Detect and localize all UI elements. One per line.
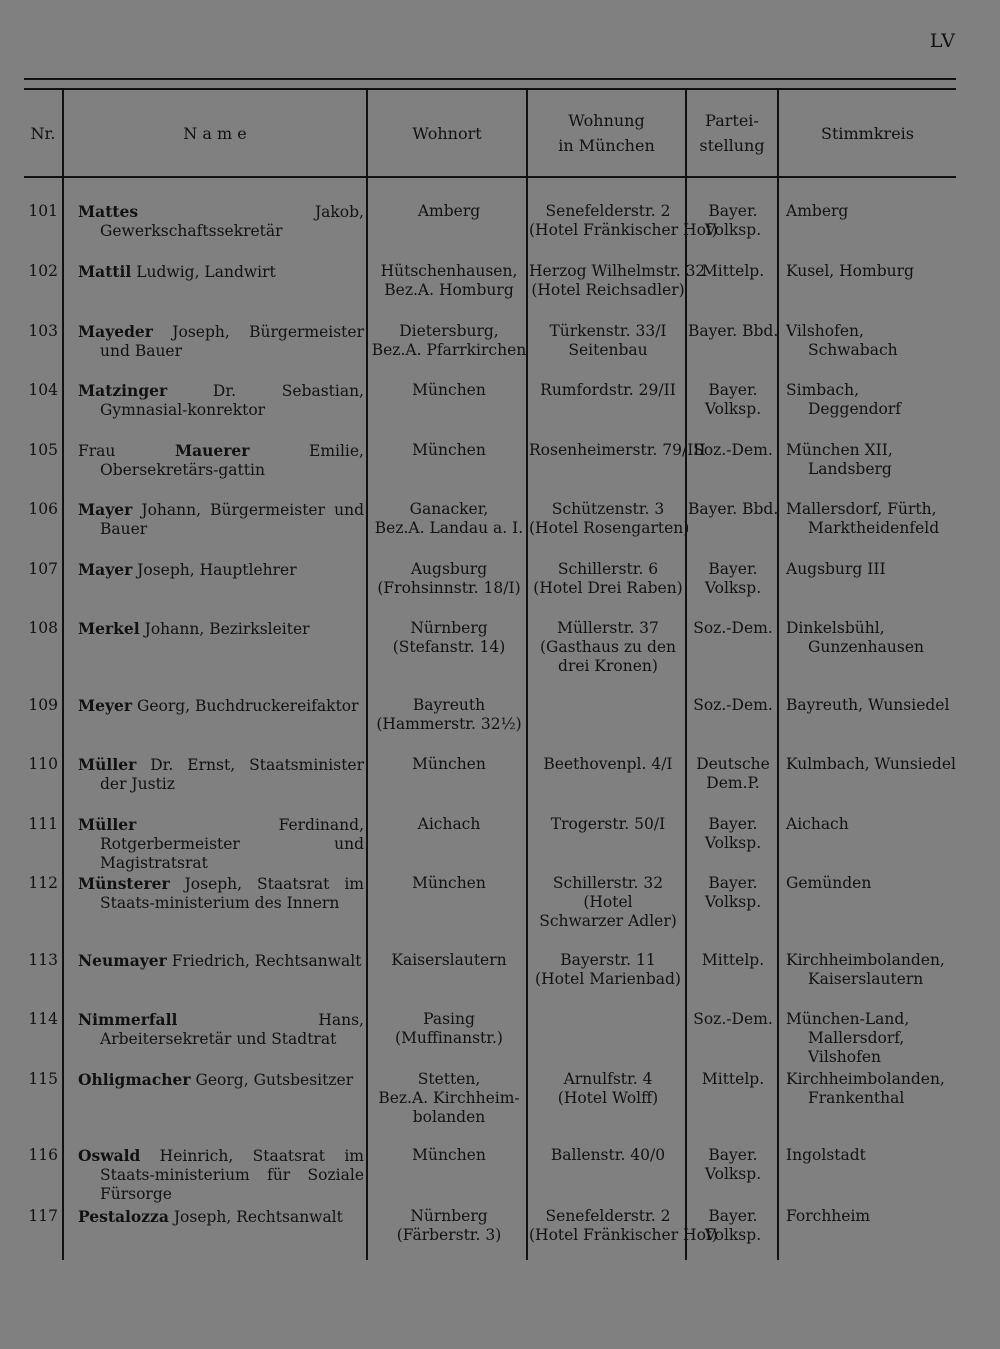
entry-partei xyxy=(688,1207,778,1245)
wohnung-line: (Hotel xyxy=(583,893,633,911)
entry-name xyxy=(78,262,364,282)
wohnung-line: (Hotel Rosengarten) xyxy=(529,519,690,537)
wohnort-line: Pasing xyxy=(423,1010,475,1028)
wohnort-line: Bayreuth xyxy=(412,696,486,714)
wohnort-line: München xyxy=(412,874,486,892)
entry-number: 104 xyxy=(28,381,58,399)
wohnung-line: drei Kronen) xyxy=(558,657,658,675)
wohnort-line: Hütschenhausen, xyxy=(380,262,518,280)
partei-line: Soz.-Dem. xyxy=(693,696,773,714)
entry-wohnort xyxy=(370,1070,528,1127)
entry-name xyxy=(78,951,364,971)
wohnung-line: (Hotel Marienbad) xyxy=(535,970,681,988)
partei-line: Volksp. xyxy=(704,221,762,239)
given-name-occupation: Joseph, Bürgermeister und Bauer xyxy=(100,323,364,360)
wohnort-line: Kaiserslautern xyxy=(391,951,507,969)
entry-partei xyxy=(688,202,778,240)
partei-line: Mittelp. xyxy=(701,262,765,280)
partei-line: Deutsche xyxy=(696,755,770,773)
surname: Mayeder xyxy=(78,322,153,341)
partei-line: Volksp. xyxy=(704,893,762,911)
surname: Pestalozza xyxy=(78,1207,169,1226)
entry-number: 112 xyxy=(28,874,58,892)
entry-wohnung-muenchen xyxy=(529,381,687,400)
entry-partei xyxy=(688,619,778,638)
wohnort-line: Bez.A. Landau a. I. xyxy=(374,519,524,537)
surname: Oswald xyxy=(78,1146,141,1165)
wohnung-line: Beethovenpl. 4/I xyxy=(543,755,673,773)
entry-wohnung-muenchen xyxy=(529,262,706,300)
column-divider xyxy=(62,88,64,1260)
entry-number: 108 xyxy=(28,619,58,637)
entry-stimmkreis: Dinkelsbühl, Gunzenhausen xyxy=(786,619,924,656)
entry-name xyxy=(78,874,364,913)
wohnung-line: Schillerstr. 32 xyxy=(552,874,664,892)
given-name-occupation: Johann, Bürgermeister und Bauer xyxy=(100,501,364,538)
header-nr: Nr. xyxy=(30,123,56,143)
entry-wohnort xyxy=(370,619,528,657)
entry-partei xyxy=(688,322,778,341)
wohnort-line: (Färberstr. 3) xyxy=(396,1226,502,1244)
entry-wohnung-muenchen xyxy=(529,1146,687,1165)
entry-name xyxy=(78,560,364,580)
name-prefix: Frau xyxy=(78,442,175,460)
entry-partei xyxy=(688,951,778,970)
entry-name xyxy=(78,202,364,241)
wohnung-line: Schillerstr. 6 xyxy=(557,560,659,578)
wohnung-line: (Hotel Reichsadler) xyxy=(531,281,685,299)
header-wohnung: Wohnung in München xyxy=(558,111,655,155)
wohnort-line: (Frohsinnstr. 18/I) xyxy=(377,579,521,597)
entry-number: 113 xyxy=(28,951,58,969)
header-name: N a m e xyxy=(183,123,247,143)
surname: Mattil xyxy=(78,262,132,281)
entry-partei xyxy=(688,381,778,419)
entry-number: 116 xyxy=(28,1146,58,1164)
entry-name xyxy=(78,500,364,539)
given-name-occupation: Joseph, Hauptlehrer xyxy=(132,561,297,579)
given-name-occupation: Jakob, Gewerkschaftssekretär xyxy=(100,203,364,240)
surname: Merkel xyxy=(78,619,140,638)
wohnung-line: Müllerstr. 37 xyxy=(557,619,659,637)
given-name-occupation: Emilie, Obersekretärs-gattin xyxy=(100,442,364,479)
wohnort-line: Dietersburg, xyxy=(399,322,499,340)
surname: Nimmerfall xyxy=(78,1010,178,1029)
entry-stimmkreis: Aichach xyxy=(786,815,849,833)
given-name-occupation: Ludwig, Landwirt xyxy=(131,263,276,281)
entry-stimmkreis: Simbach, Deggendorf xyxy=(786,381,901,418)
header-stimmkreis: Stimmkreis xyxy=(821,123,914,143)
partei-line: Soz.-Dem. xyxy=(693,441,773,459)
wohnung-line: Bayerstr. 11 xyxy=(560,951,656,969)
entry-wohnort xyxy=(370,1146,528,1165)
partei-line: Mittelp. xyxy=(701,1070,765,1088)
entry-wohnung-muenchen xyxy=(529,951,687,989)
wohnort-line: München xyxy=(412,381,486,399)
entry-name xyxy=(78,1070,364,1090)
entry-stimmkreis: Forchheim xyxy=(786,1207,871,1225)
wohnort-line: bolanden xyxy=(412,1108,486,1126)
entry-number: 102 xyxy=(28,262,58,280)
wohnort-line: Amberg xyxy=(417,202,481,220)
entry-stimmkreis: Kulmbach, Wunsiedel xyxy=(786,755,956,773)
entry-wohnort xyxy=(370,500,528,538)
wohnort-line: Nürnberg xyxy=(410,1207,488,1225)
surname: Müller xyxy=(78,815,137,834)
entry-wohnung-muenchen xyxy=(529,202,718,240)
entry-wohnort xyxy=(370,322,528,360)
entry-partei xyxy=(688,874,778,912)
entry-wohnort xyxy=(370,755,528,774)
wohnort-line: Bez.A. Pfarrkirchen xyxy=(371,341,527,359)
entry-name xyxy=(78,619,364,639)
entry-name xyxy=(78,815,364,873)
wohnort-line: Bez.A. Kirchheim- xyxy=(378,1089,520,1107)
given-name-occupation: Heinrich, Staatsrat im Staats-ministerium für Soziale Fürsorge xyxy=(100,1147,364,1203)
wohnung-line: (Hotel Wolff) xyxy=(557,1089,659,1107)
wohnung-line: Ballenstr. 40/0 xyxy=(550,1146,666,1164)
wohnort-line: (Hammerstr. 32½) xyxy=(376,715,522,733)
page-number: LV xyxy=(929,30,956,52)
entry-wohnung-muenchen xyxy=(529,322,687,360)
entry-wohnort xyxy=(370,1010,528,1048)
entry-wohnort xyxy=(370,262,528,300)
wohnung-line: Türkenstr. 33/I xyxy=(549,322,667,340)
entry-stimmkreis: Amberg xyxy=(786,202,849,220)
partei-line: Soz.-Dem. xyxy=(693,619,773,637)
entry-number: 106 xyxy=(28,500,58,518)
wohnort-line: Augsburg xyxy=(410,560,488,578)
given-name-occupation: Hans, Arbeitersekretär und Stadtrat xyxy=(100,1011,364,1048)
wohnung-line: Rosenheimerstr. 79/III xyxy=(529,441,706,459)
entry-wohnung-muenchen xyxy=(529,500,690,538)
entry-wohnort xyxy=(370,441,528,460)
given-name-occupation: Georg, Buchdruckereifaktor xyxy=(132,697,359,715)
column-divider xyxy=(366,88,368,1260)
wohnung-line: Schützenstr. 3 xyxy=(551,500,665,518)
partei-line: Volksp. xyxy=(704,834,762,852)
entry-partei xyxy=(688,1010,778,1029)
wohnung-line: Trogerstr. 50/I xyxy=(550,815,666,833)
entry-name xyxy=(78,322,364,361)
header-top-rule xyxy=(24,88,956,90)
wohnung-line: (Gasthaus zu den xyxy=(539,638,677,656)
surname: Matzinger xyxy=(78,381,168,400)
wohnung-line: Rumfordstr. 29/II xyxy=(540,381,676,399)
surname: Mayer xyxy=(78,560,133,579)
entry-partei xyxy=(688,1070,778,1089)
given-name-occupation: Ferdinand, Rotgerbermeister und Magistratsrat xyxy=(100,816,364,872)
wohnort-line: (Stefanstr. 14) xyxy=(392,638,506,656)
wohnung-line: Arnulfstr. 4 xyxy=(563,1070,653,1088)
partei-line: Bayer. xyxy=(708,202,758,220)
partei-line: Volksp. xyxy=(704,579,762,597)
entry-wohnung-muenchen xyxy=(529,1070,687,1108)
entry-name xyxy=(78,696,364,716)
given-name-occupation: Joseph, Rechtsanwalt xyxy=(168,1208,343,1226)
wohnung-line: Senefelderstr. 2 xyxy=(545,1207,671,1225)
entry-stimmkreis: Gemünden xyxy=(786,874,872,892)
wohnung-line: Herzog Wilhelmstr. 32 xyxy=(529,262,706,280)
surname: Ohligmacher xyxy=(78,1070,191,1089)
wohnung-line: Schwarzer Adler) xyxy=(539,912,677,930)
entry-partei xyxy=(688,560,778,598)
entry-number: 117 xyxy=(28,1207,58,1225)
wohnung-line: (Hotel Fränkischer Hof) xyxy=(529,1226,718,1244)
entry-stimmkreis: München-Land, Mallersdorf, Vilshofen xyxy=(786,1010,910,1066)
top-rule xyxy=(24,78,956,80)
entry-stimmkreis: Vilshofen, Schwabach xyxy=(786,322,898,359)
entry-stimmkreis: Bayreuth, Wunsiedel xyxy=(786,696,950,714)
surname: Mattes xyxy=(78,202,139,221)
entry-wohnung-muenchen xyxy=(529,441,706,460)
partei-line: Bayer. Bbd. xyxy=(688,500,779,518)
wohnort-line: München xyxy=(412,1146,486,1164)
wohnort-line: Nürnberg xyxy=(410,619,488,637)
entry-number: 103 xyxy=(28,322,58,340)
partei-line: Bayer. xyxy=(708,381,758,399)
entry-wohnung-muenchen xyxy=(529,619,687,676)
entry-partei xyxy=(688,1146,778,1184)
entry-name xyxy=(78,755,364,794)
partei-line: Volksp. xyxy=(704,400,762,418)
entry-wohnung-muenchen xyxy=(529,874,687,931)
surname: Neumayer xyxy=(78,951,167,970)
wohnort-line: (Muffinanstr.) xyxy=(395,1029,503,1047)
entry-wohnort xyxy=(370,951,528,970)
wohnort-line: Stetten, xyxy=(417,1070,481,1088)
wohnort-line: München xyxy=(412,755,486,773)
entry-partei xyxy=(688,815,778,853)
entry-number: 115 xyxy=(28,1070,58,1088)
header-bottom-rule xyxy=(24,176,956,178)
wohnung-line: (Hotel Fränkischer Hof) xyxy=(529,221,718,239)
given-name-occupation: Dr. Ernst, Staatsminister der Justiz xyxy=(100,756,364,793)
given-name-occupation: Friedrich, Rechtsanwalt xyxy=(166,952,362,970)
surname: Mauerer xyxy=(174,441,250,460)
partei-line: Dem.P. xyxy=(706,774,760,792)
header-wohnort: Wohnort xyxy=(412,123,482,143)
wohnung-line: Seitenbau xyxy=(568,341,648,359)
entry-stimmkreis: Kusel, Homburg xyxy=(786,262,914,280)
entry-wohnort xyxy=(370,560,528,598)
given-name-occupation: Dr. Sebastian, Gymnasial-konrektor xyxy=(100,382,364,419)
wohnung-line: (Hotel Drei Raben) xyxy=(533,579,683,597)
wohnung-line: Senefelderstr. 2 xyxy=(545,202,671,220)
surname: Müller xyxy=(78,755,137,774)
entry-wohnort xyxy=(370,874,528,893)
partei-line: Bayer. xyxy=(708,874,758,892)
entry-partei xyxy=(688,755,778,793)
entry-stimmkreis: München XII, Landsberg xyxy=(786,441,893,478)
partei-line: Bayer. xyxy=(708,560,758,578)
entry-number: 111 xyxy=(28,815,58,833)
partei-line: Mittelp. xyxy=(701,951,765,969)
given-name-occupation: Georg, Gutsbesitzer xyxy=(190,1071,354,1089)
partei-line: Bayer. xyxy=(708,815,758,833)
entry-stimmkreis: Ingolstadt xyxy=(786,1146,866,1164)
entry-wohnort xyxy=(370,1207,528,1245)
entry-number: 114 xyxy=(28,1010,58,1028)
entry-stimmkreis: Augsburg III xyxy=(786,560,886,578)
given-name-occupation: Joseph, Staatsrat im Staats-ministerium des Innern xyxy=(100,875,364,912)
entry-name xyxy=(78,381,364,420)
entry-wohnort xyxy=(370,381,528,400)
surname: Meyer xyxy=(78,696,133,715)
surname: Mayer xyxy=(78,500,133,519)
entry-wohnung-muenchen xyxy=(529,815,687,834)
entry-wohnung-muenchen xyxy=(529,1207,718,1245)
entry-number: 109 xyxy=(28,696,58,714)
entry-name xyxy=(78,1146,364,1204)
partei-line: Soz.-Dem. xyxy=(693,1010,773,1028)
entry-name xyxy=(78,441,364,480)
entry-wohnort xyxy=(370,815,528,834)
entry-stimmkreis: Kirchheimbolanden, Frankenthal xyxy=(786,1070,945,1107)
entry-number: 105 xyxy=(28,441,58,459)
entry-partei xyxy=(688,262,778,281)
header-partei: Partei- stellung xyxy=(699,111,765,155)
partei-line: Volksp. xyxy=(704,1165,762,1183)
given-name-occupation: Johann, Bezirksleiter xyxy=(139,620,310,638)
entry-wohnung-muenchen xyxy=(529,560,687,598)
entry-wohnort xyxy=(370,202,528,221)
entry-wohnort xyxy=(370,696,528,734)
entry-wohnung-muenchen xyxy=(529,755,687,774)
entry-number: 107 xyxy=(28,560,58,578)
entry-name xyxy=(78,1010,364,1049)
entry-partei xyxy=(688,441,778,460)
entry-partei xyxy=(688,500,778,519)
entry-number: 110 xyxy=(28,755,58,773)
entry-stimmkreis: Mallersdorf, Fürth, Marktheidenfeld xyxy=(786,500,940,537)
wohnort-line: Aichach xyxy=(417,815,481,833)
partei-line: Bayer. xyxy=(708,1146,758,1164)
partei-line: Volksp. xyxy=(704,1226,762,1244)
entry-partei xyxy=(688,696,778,715)
surname: Münsterer xyxy=(78,874,170,893)
wohnort-line: Ganacker, xyxy=(409,500,489,518)
partei-line: Bayer. Bbd. xyxy=(688,322,779,340)
entry-stimmkreis: Kirchheimbolanden, Kaiserslautern xyxy=(786,951,945,988)
wohnort-line: Bez.A. Homburg xyxy=(384,281,514,299)
wohnort-line: München xyxy=(412,441,486,459)
entry-number: 101 xyxy=(28,202,58,220)
entry-name xyxy=(78,1207,364,1227)
partei-line: Bayer. xyxy=(708,1207,758,1225)
